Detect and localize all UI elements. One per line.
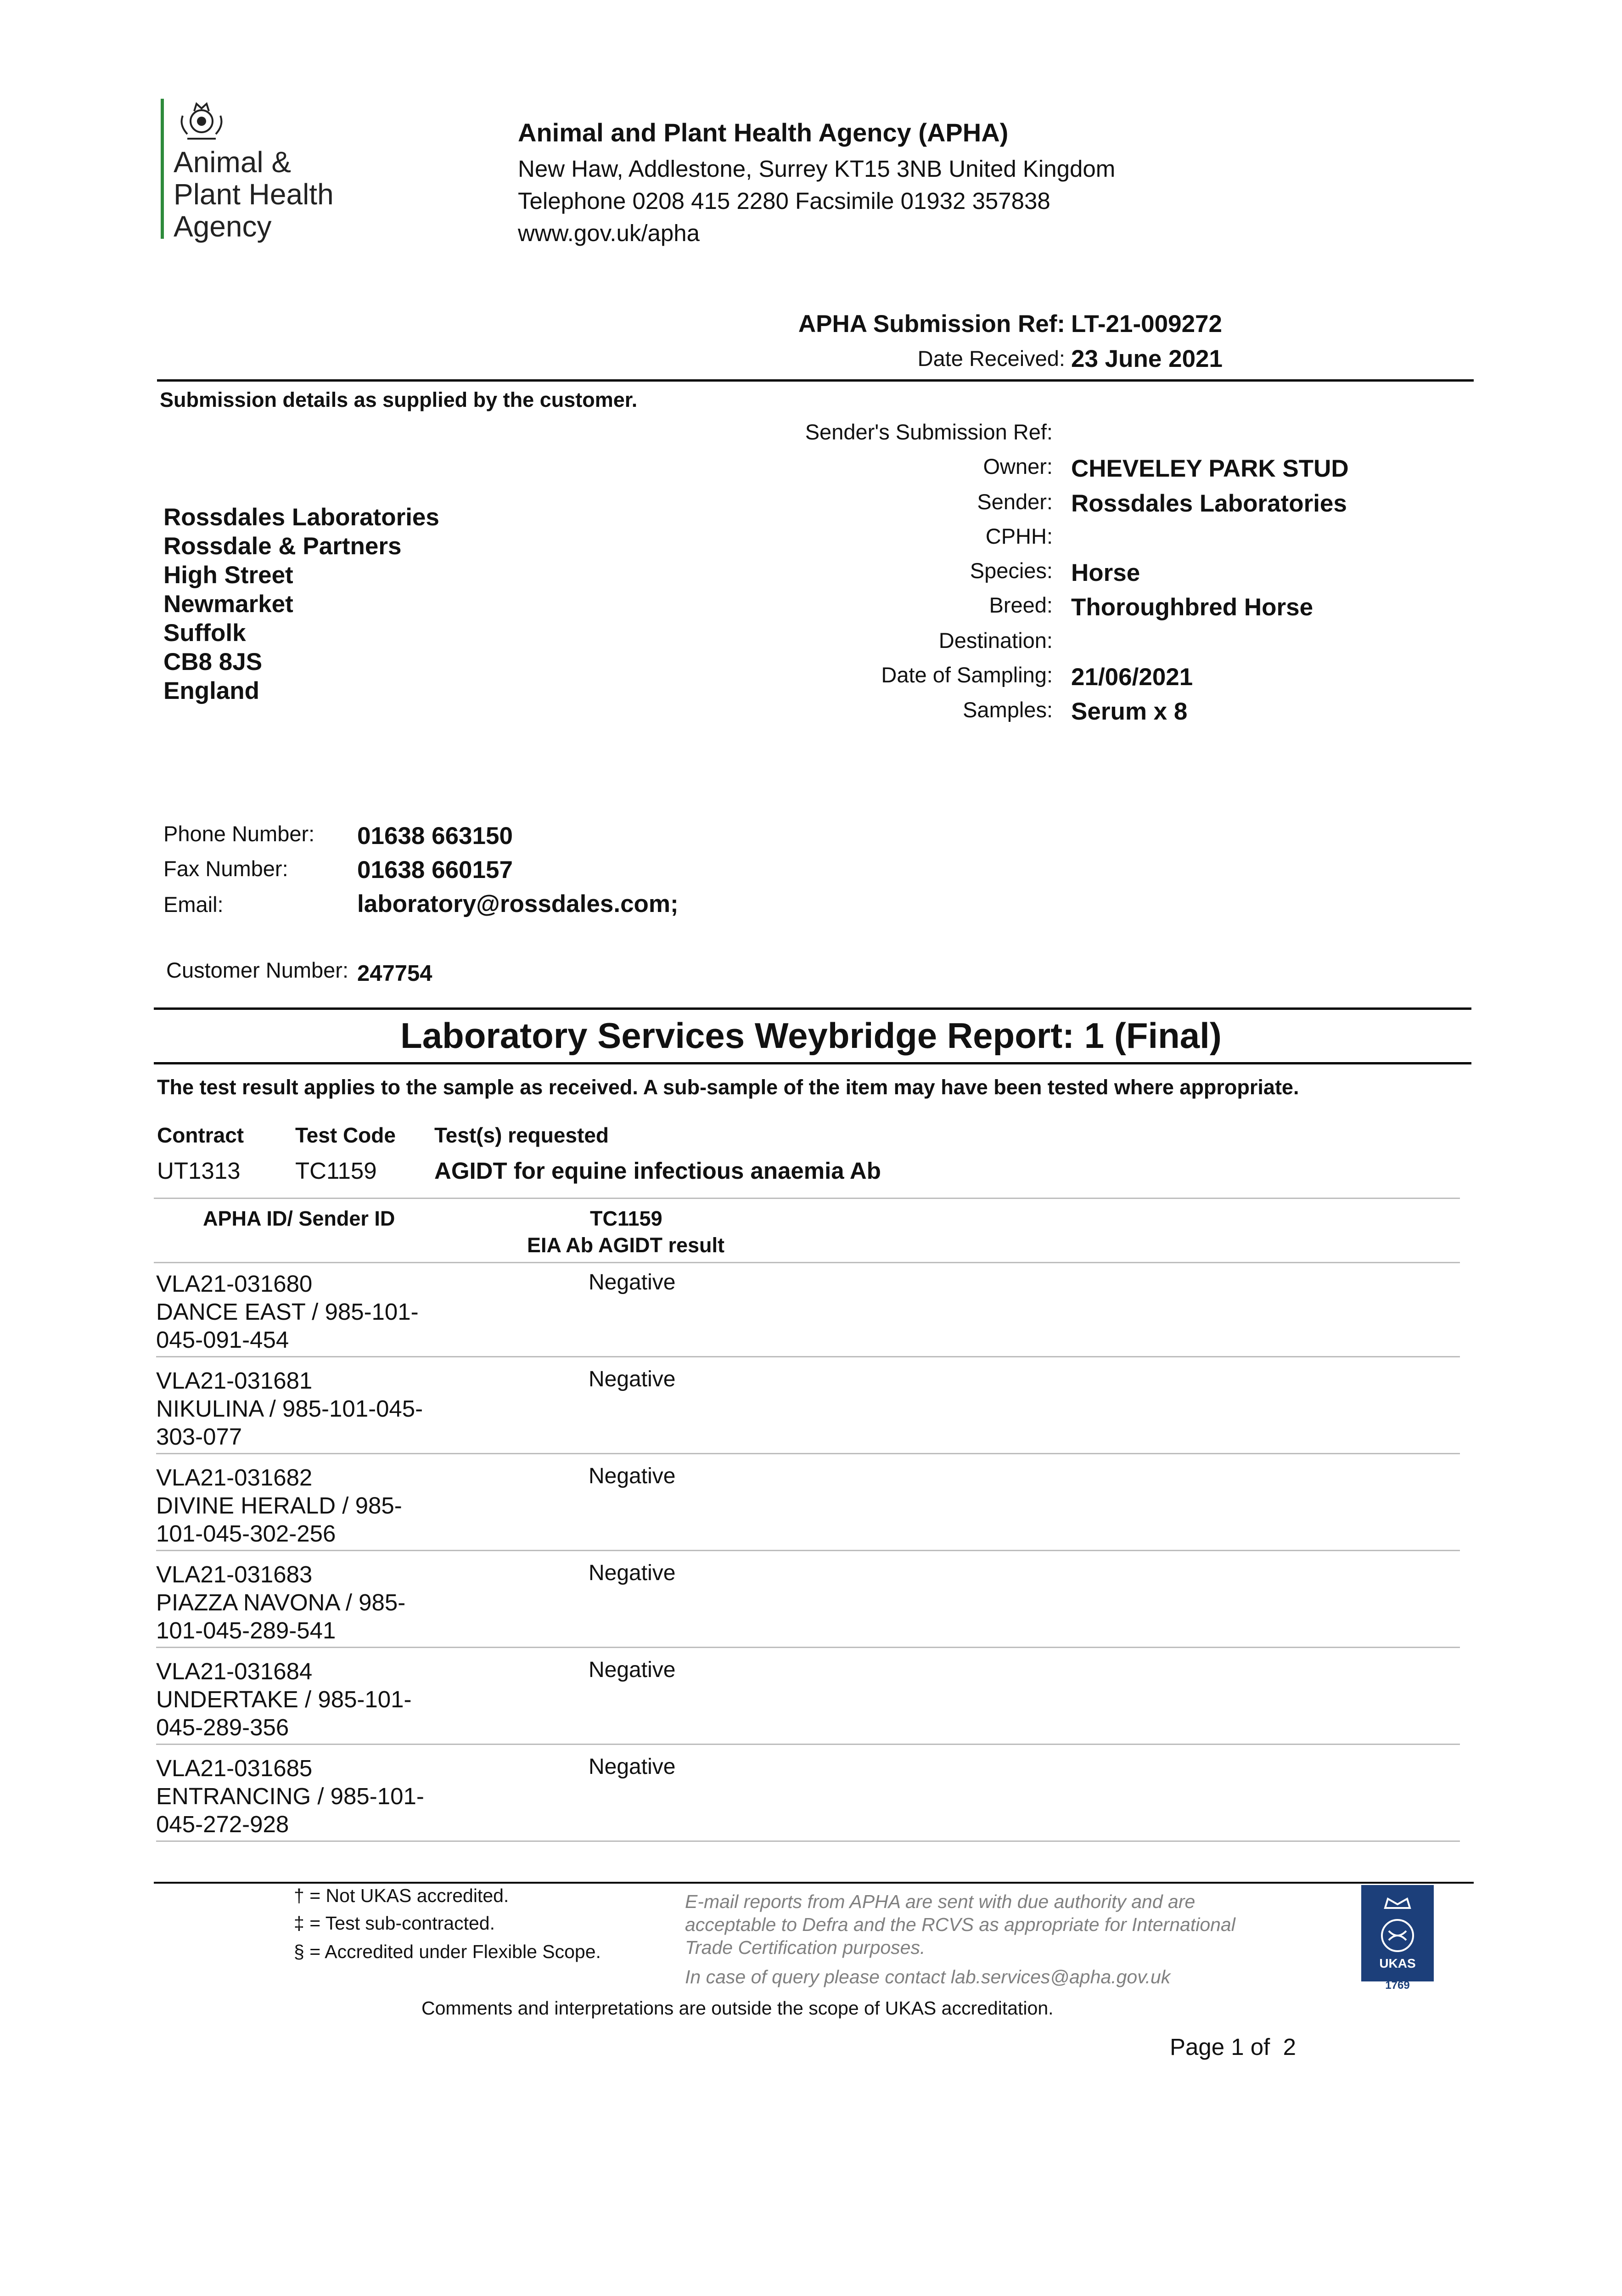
email-note-line: Trade Certification purposes. (685, 1937, 926, 1958)
table-row (156, 1648, 1460, 1745)
sample-id (156, 1657, 477, 1741)
sample-result: Negative (589, 1658, 676, 1682)
logo-line: Plant Health (174, 178, 334, 211)
sample-id-line: VLA21-031685 (156, 1755, 313, 1781)
sample-id-line: NIKULINA / 985-101-045- (156, 1396, 423, 1422)
sample-result: Negative (589, 1755, 676, 1779)
sample-result: Negative (589, 1464, 676, 1488)
sample-id-line: VLA21-031681 (156, 1367, 313, 1394)
sample-id-line: VLA21-031684 (156, 1658, 313, 1684)
email-label: Email: (163, 892, 224, 917)
submission-ref-label: APHA Submission Ref: (798, 310, 1065, 338)
sample-id-line: ENTRANCING / 985-101- (156, 1783, 424, 1809)
field-value-breed: Thoroughbred Horse (1071, 594, 1313, 621)
email-value[interactable]: laboratory@rossdales.com; (357, 890, 679, 917)
divider (154, 1007, 1471, 1010)
agency-name: Animal and Plant Health Agency (APHA) (518, 118, 1009, 147)
sample-id (156, 1270, 477, 1354)
field-value-sender: Rossdales Laboratories (1071, 490, 1347, 517)
sample-id-line: UNDERTAKE / 985-101- (156, 1686, 412, 1712)
logo-accent-bar (161, 99, 164, 239)
sample-result: Negative (589, 1561, 676, 1585)
field-label-species: Species: (970, 558, 1053, 583)
field-label-breed: Breed: (989, 593, 1053, 617)
table-row (156, 1357, 1460, 1454)
table-row (156, 1261, 1460, 1357)
legend-flexible-scope: § = Accredited under Flexible Scope. (294, 1941, 601, 1962)
phone-value: 01638 663150 (357, 822, 513, 850)
logo-line: Agency (174, 210, 272, 243)
sample-id-line: VLA21-031683 (156, 1561, 313, 1587)
sample-id-line: DANCE EAST / 985-101- (156, 1299, 419, 1325)
ukas-number: 1769 (1385, 1979, 1410, 1992)
ukas-crown-icon (1361, 1885, 1434, 1979)
report-title: Laboratory Services Weybridge Report: 1 (Final) (400, 1015, 1222, 1056)
email-note-line: acceptable to Defra and the RCVS as appropriate for International (685, 1914, 1235, 1935)
field-value-samples: Serum x 8 (1071, 698, 1188, 725)
divider (154, 1062, 1471, 1064)
svg-text:UKAS: UKAS (1379, 1956, 1416, 1970)
applies-note: The test result applies to the sample as received. A sub-sample of the item may have been tested where appropriate. (157, 1075, 1299, 1099)
field-value-species: Horse (1071, 559, 1140, 586)
agency-address: New Haw, Addlestone, Surrey KT15 3NB United Kingdom (518, 156, 1116, 182)
agency-website[interactable]: www.gov.uk/apha (518, 220, 700, 246)
legend-sub-contracted: ‡ = Test sub-contracted. (294, 1913, 495, 1934)
address-line: High Street (163, 562, 293, 589)
address-line: CB8 8JS (163, 648, 263, 675)
divider (154, 1882, 1474, 1884)
col-result-code: TC1159 (590, 1207, 662, 1230)
sample-id-line: 303-077 (156, 1424, 242, 1450)
customer-number-label: Customer Number: (166, 958, 348, 982)
comments-note: Comments and interpretations are outside the scope of UKAS accreditation. (421, 1998, 1054, 2019)
field-value-date-of-sampling: 21/06/2021 (1071, 664, 1193, 691)
sample-id-line: PIAZZA NAVONA / 985- (156, 1589, 406, 1615)
logo-line: Animal & (174, 146, 292, 179)
query-note: In case of query please contact lab.services@apha.gov.uk (685, 1966, 1171, 1987)
divider (157, 379, 1474, 382)
fax-label: Fax Number: (163, 856, 288, 881)
contract-header: Contract (157, 1123, 244, 1147)
address-line: Suffolk (163, 619, 246, 647)
test-requested-value: AGIDT for equine infectious anaemia Ab (434, 1158, 881, 1184)
address-line: Rossdales Laboratories (163, 504, 439, 531)
table-row (156, 1745, 1460, 1842)
address-line: Rossdale & Partners (163, 533, 402, 560)
table-row (156, 1454, 1460, 1551)
sample-id (156, 1754, 477, 1838)
field-label-sender-ref: Sender's Submission Ref: (805, 420, 1053, 444)
agency-logo-text (174, 146, 334, 242)
submission-ref-value: LT-21-009272 (1071, 310, 1222, 338)
address-line: Newmarket (163, 591, 293, 618)
sample-id-line: VLA21-031680 (156, 1271, 313, 1297)
field-label-samples: Samples: (963, 698, 1053, 722)
customer-address (163, 503, 439, 705)
date-received-value: 23 June 2021 (1071, 345, 1223, 372)
test-code-header: Test Code (295, 1123, 396, 1147)
field-label-owner: Owner: (983, 454, 1053, 478)
ukas-logo (1361, 1885, 1434, 1992)
sample-id (156, 1367, 477, 1451)
field-label-cphh: CPHH: (985, 524, 1053, 548)
field-label-sender: Sender: (977, 490, 1053, 514)
test-code-value: TC1159 (295, 1158, 377, 1184)
results-table (156, 1261, 1460, 1842)
agency-phone-fax: Telephone 0208 415 2280 Facsimile 01932 357838 (518, 188, 1050, 214)
email-note-line: E-mail reports from APHA are sent with due authority and are (685, 1891, 1195, 1912)
address-line: England (163, 677, 260, 704)
field-value-owner: CHEVELEY PARK STUD (1071, 455, 1349, 482)
tests-requested-header: Test(s) requested (434, 1123, 609, 1147)
sample-id-line: 045-289-356 (156, 1714, 289, 1740)
sample-id-line: 045-091-454 (156, 1327, 289, 1353)
royal-crest-icon (174, 97, 230, 143)
field-label-date-of-sampling: Date of Sampling: (881, 663, 1053, 687)
submission-details-note: Submission details as supplied by the customer. (160, 388, 638, 411)
divider (154, 1198, 1460, 1199)
sample-result: Negative (589, 1367, 676, 1391)
sample-result: Negative (589, 1270, 676, 1294)
col-id-header: APHA ID/ Sender ID (203, 1207, 395, 1230)
customer-number-value: 247754 (357, 961, 432, 986)
sample-id-line: 101-045-302-256 (156, 1520, 336, 1547)
fax-value: 01638 660157 (357, 856, 513, 884)
sample-id (156, 1560, 477, 1644)
sample-id-line: 045-272-928 (156, 1811, 289, 1837)
legend-not-accredited: † = Not UKAS accredited. (294, 1885, 509, 1906)
contract-value: UT1313 (157, 1158, 241, 1184)
field-label-destination: Destination: (938, 628, 1053, 653)
page-number: Page 1 of 2 (1170, 2034, 1296, 2060)
col-result-header: EIA Ab AGIDT result (527, 1233, 725, 1257)
sample-id-line: DIVINE HERALD / 985- (156, 1492, 402, 1519)
sample-id-line: VLA21-031682 (156, 1464, 313, 1491)
date-received-label: Date Received: (917, 346, 1065, 371)
phone-label: Phone Number: (163, 822, 315, 846)
sample-id-line: 101-045-289-541 (156, 1617, 336, 1643)
sample-id (156, 1463, 477, 1548)
table-row (156, 1551, 1460, 1648)
